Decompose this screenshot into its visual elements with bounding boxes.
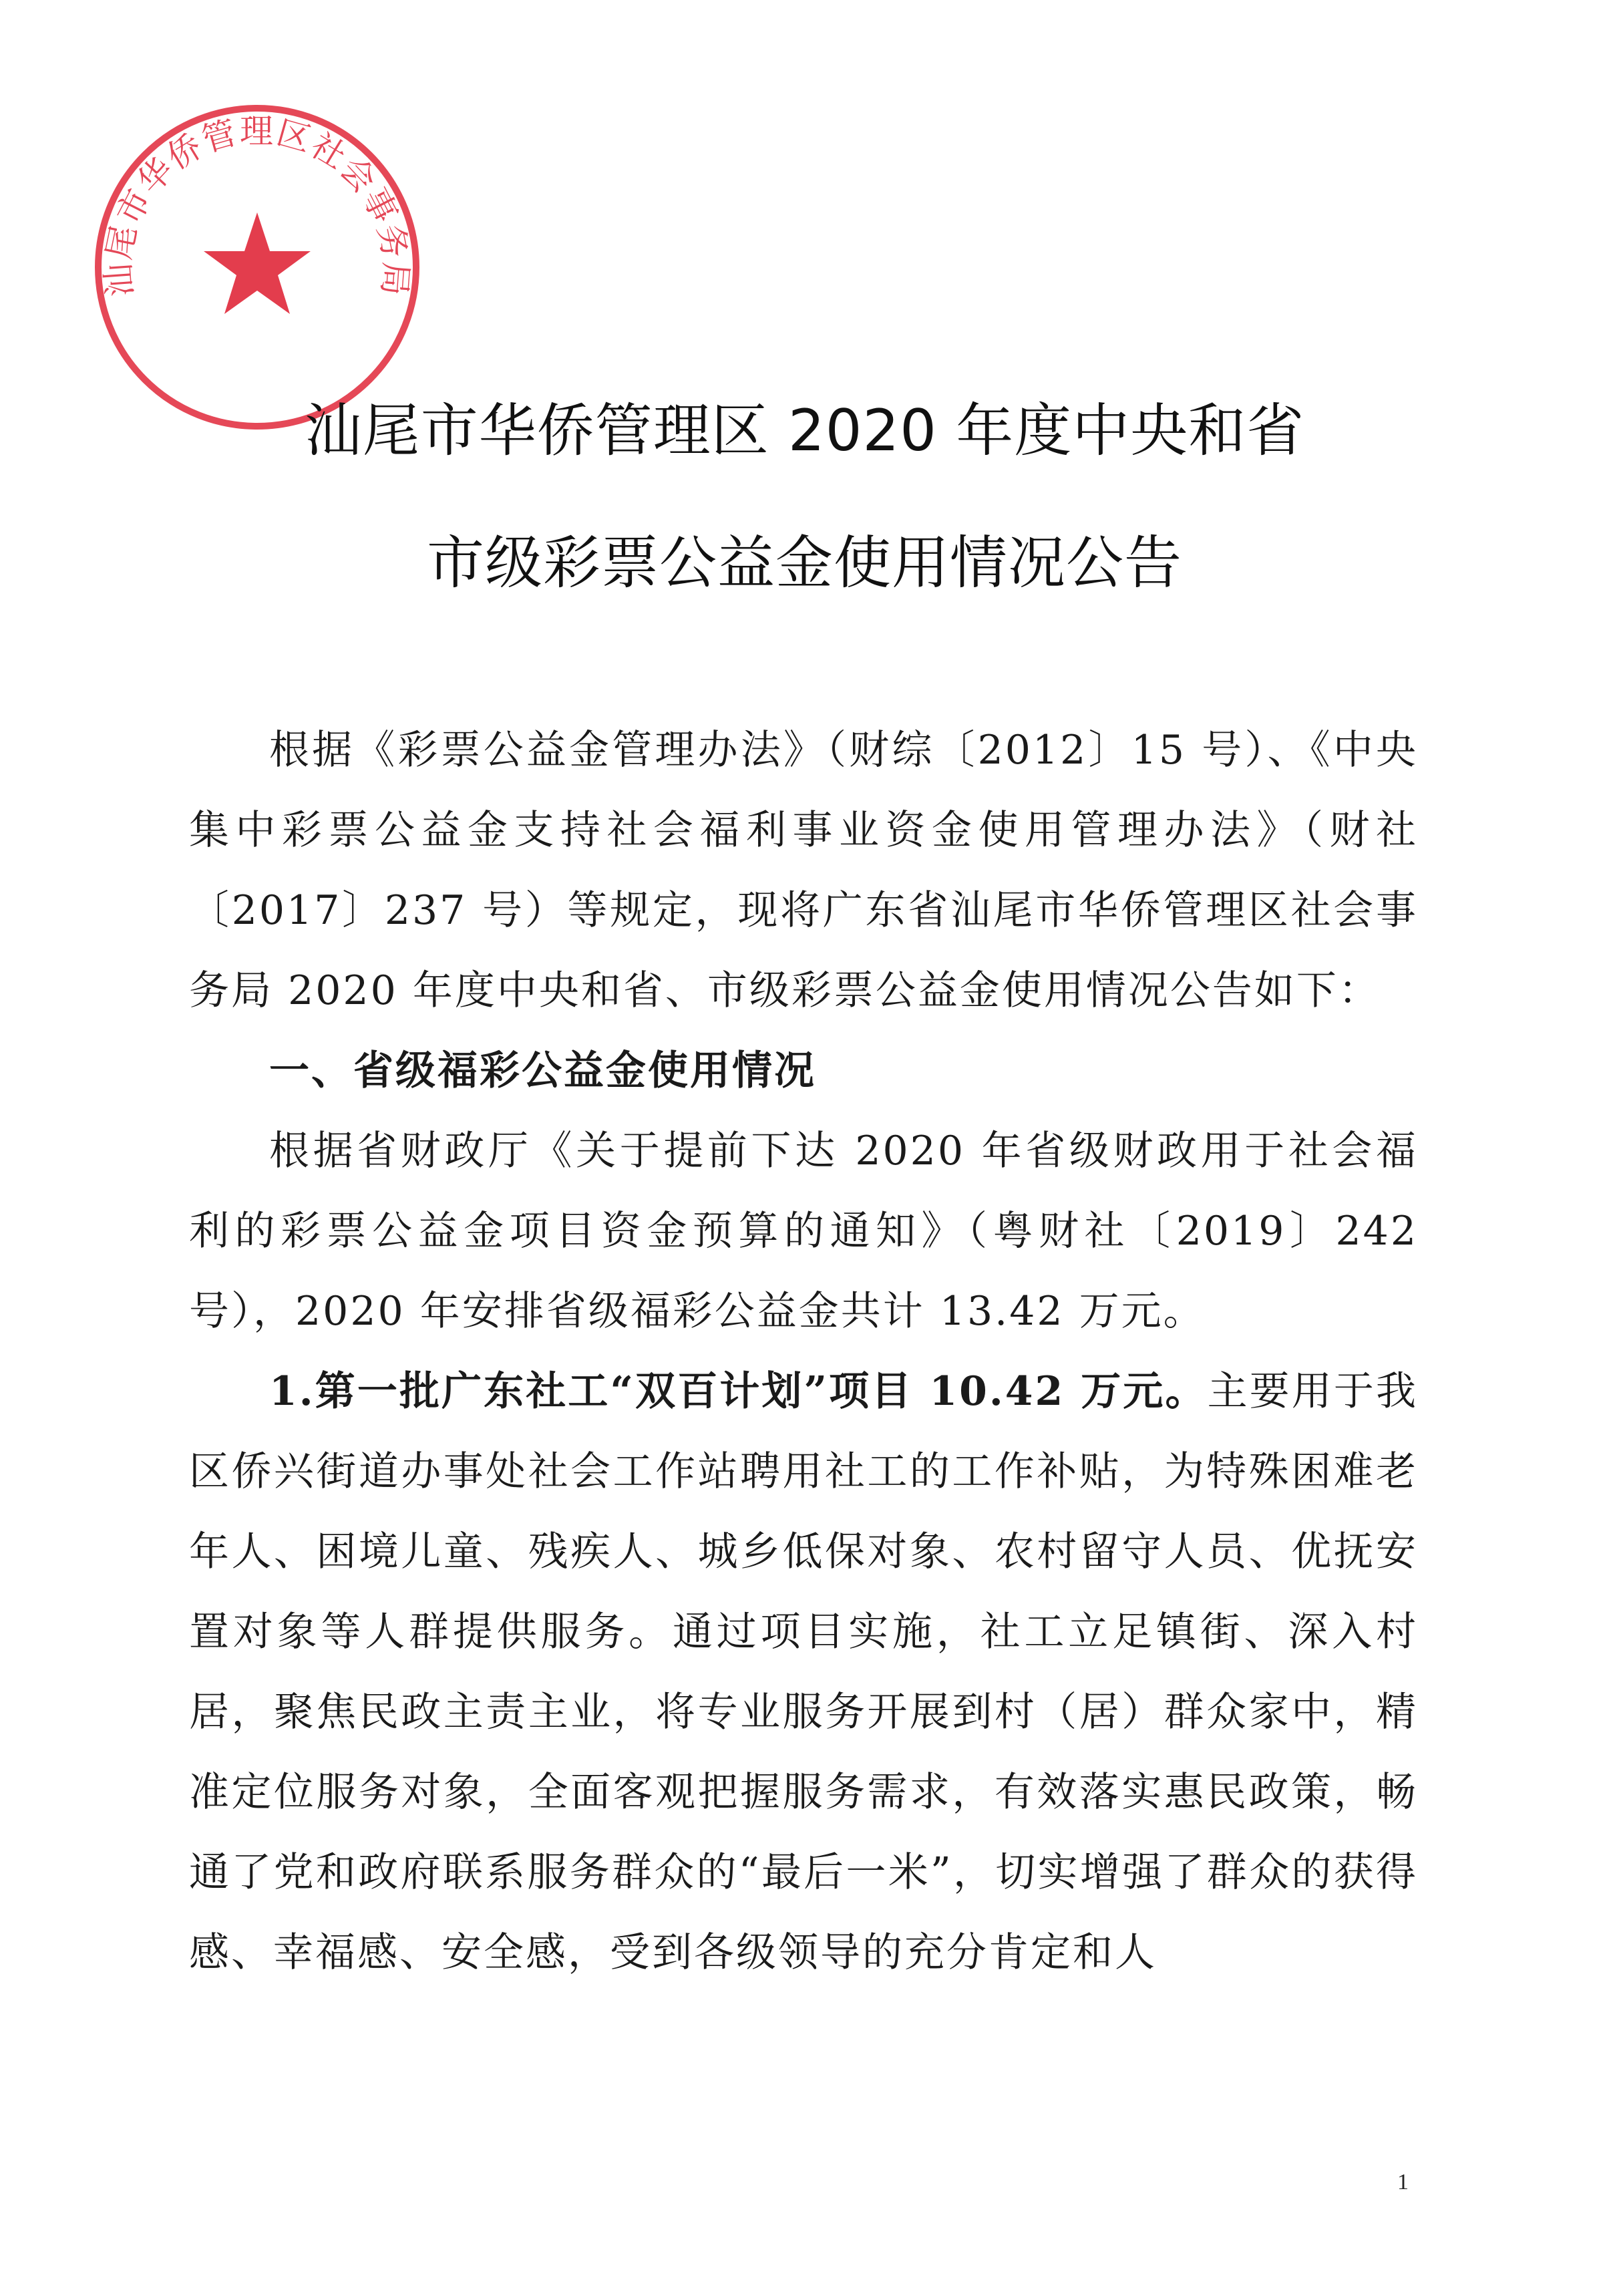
intro-paragraph: 根据《彩票公益金管理办法》（财综〔2012〕15 号）、《中央集中彩票公益金支持社会福利事业资金使用管理办法》（财社〔2017〕237 号）等规定，现将广东省汕尾市华侨管理区社会事务局 2020 年度中央和省、市级彩票公益金使用情况公告如下： bbox=[189, 727, 1418, 1014]
seal-star-icon bbox=[204, 212, 311, 314]
document-body bbox=[189, 710, 1418, 1993]
page-number: 1 bbox=[1397, 2170, 1409, 2194]
section-1-paragraph: 根据省财政厅《关于提前下达 2020 年省级财政用于社会福利的彩票公益金项目资金预算的通知》（粤财社〔2019〕242 号），2020 年安排省级福彩公益金共计 13.42 万元。 bbox=[189, 1128, 1418, 1335]
seal-text: 汕尾市华侨管理区社会事务局 bbox=[98, 112, 416, 299]
document-title-line-2: 市级彩票公益金使用情况公告 bbox=[427, 530, 1182, 597]
document-title-line-1: 汕尾市华侨管理区 2020 年度中央和省 bbox=[304, 397, 1305, 464]
section-1-heading: 一、省级福彩公益金使用情况 bbox=[269, 1047, 816, 1094]
item-1-paragraph bbox=[189, 1351, 1418, 1993]
item-1-lead: 1.第一批广东社工“双百计划”项目 10.42 万元。 bbox=[269, 1368, 1208, 1415]
item-1-text: 主要用于我区侨兴街道办事处社会工作站聘用社工的工作补贴，为特殊困难老年人、困境儿童、残疾人、城乡低保对象、农村留守人员、优抚安置对象等人群提供服务。通过项目实施，社工立足镇街、深入村居，聚焦民政主责主业，将专业服务开展到村（居）群众家中，精准定位服务对象，全面客观把握服务需求，有效落实惠民政策，畅通了党和政府联系服务群众的“最后一米”，切实增强了群众的获得感、幸福感、安全感，受到各级领导的充分肯定和人 bbox=[189, 1368, 1418, 1976]
